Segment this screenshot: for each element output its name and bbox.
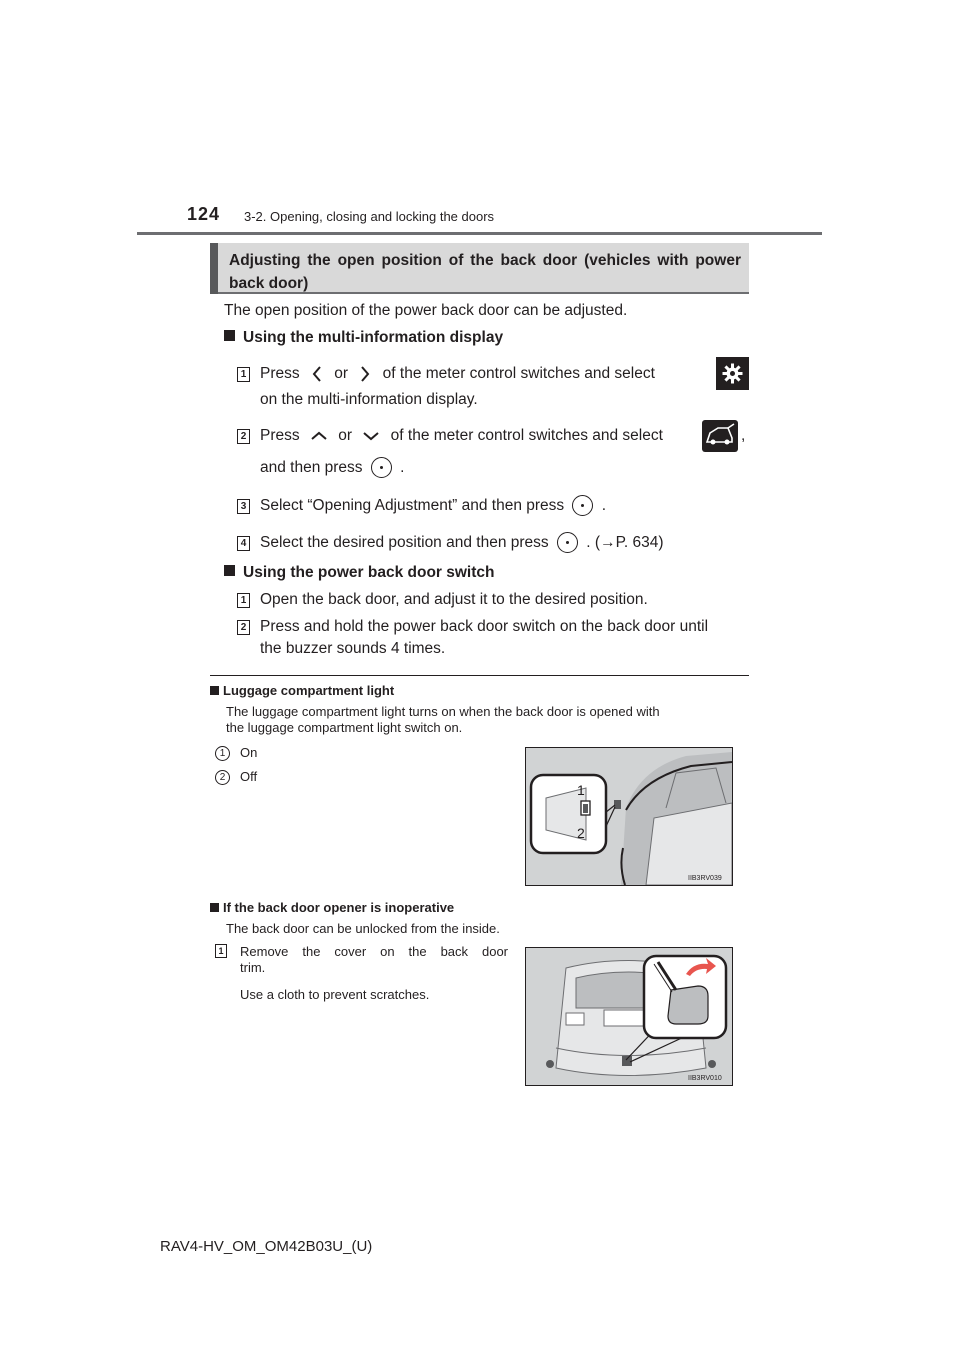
step-number: 4 (237, 536, 250, 551)
opener-step-line1: Remove the cover on the back door (240, 944, 508, 959)
step-number: 2 (237, 429, 250, 444)
step-text: of the meter control switches and select (390, 427, 663, 444)
step-2-line2 (260, 455, 404, 481)
step-1 (260, 361, 750, 387)
enter-button-icon (557, 532, 578, 553)
step-text: Select the desired position and then press (260, 534, 549, 551)
section-heading (210, 243, 749, 294)
square-bullet-icon (224, 330, 235, 341)
vehicle-settings-icon (702, 420, 738, 457)
switch-step-2-line1: Press and hold the power back door switch on the back door until (260, 618, 709, 635)
chevron-right-icon (352, 363, 378, 385)
item-off-label: Off (240, 769, 258, 784)
switch-step-2-line2: the buzzer sounds 4 times. (260, 640, 446, 657)
page-number: 124 (187, 204, 221, 224)
step-text: . (601, 497, 607, 514)
chapter-title: 3-2. Opening, closing and locking the doors (244, 209, 495, 224)
step-text: Press (260, 365, 300, 382)
step-text: . (400, 459, 405, 476)
luggage-line-2: the luggage compartment light switch on. (226, 720, 463, 735)
opener-text: The back door can be unlocked from the inside. (226, 921, 500, 936)
intro-text: The open position of the power back door can be adjusted. (224, 302, 628, 319)
luggage-compartment-illustration (526, 748, 732, 885)
step-number: 2 (237, 620, 250, 635)
circled-number: 1 (215, 746, 230, 761)
step-text: or (338, 427, 353, 444)
chevron-down-icon (356, 425, 386, 447)
subhead-text: Using the multi-information display (243, 329, 504, 346)
opener-step-line2: trim. (240, 960, 266, 975)
step-text: of the meter control switches and select (382, 365, 655, 382)
enter-button-icon (371, 457, 392, 478)
figure-id: IIB3RV039 (688, 875, 722, 882)
item-on-label: On (240, 745, 258, 760)
back-door-trim-illustration (526, 948, 732, 1085)
luggage-heading (210, 683, 394, 698)
step-text: Select “Opening Adjustment” and then press (260, 497, 565, 514)
opener-note: Use a cloth to prevent scratches. (240, 987, 430, 1002)
circled-number: 2 (215, 770, 230, 785)
opener-heading-text: If the back door opener is inoperative (223, 900, 455, 915)
subhead-text: Using the power back door switch (243, 564, 495, 581)
callout-2: 2 (577, 825, 585, 841)
step-text: and then press (260, 459, 363, 476)
enter-button-icon (572, 495, 593, 516)
step-number: 1 (215, 944, 227, 958)
section-divider (210, 675, 749, 676)
step-2-comma: , (741, 427, 746, 444)
section-heading-text: Adjusting the open position of the back door (vehicles with power back door) (229, 252, 741, 292)
figure-id: IIB3RV010 (688, 1075, 722, 1082)
step-text: . (→P. 634) (586, 534, 664, 551)
document-code: RAV4-HV_OM_OM42B03U_(U) (160, 1238, 373, 1255)
square-bullet-icon (224, 565, 235, 576)
luggage-line-1: The luggage compartment light turns on when the back door is opened with (226, 704, 660, 719)
step-1-line2: on the multi-information display. (260, 391, 478, 408)
chevron-left-icon (304, 363, 330, 385)
luggage-light-figure (525, 747, 733, 886)
step-text: or (334, 365, 349, 382)
step-4 (260, 530, 664, 556)
step-3 (260, 493, 606, 519)
gear-settings-icon (716, 357, 749, 395)
callout-1: 1 (577, 782, 585, 798)
square-bullet-icon (210, 686, 219, 695)
luggage-heading-text: Luggage compartment light (223, 683, 395, 698)
subhead-multi-info (224, 329, 503, 347)
step-number: 3 (237, 499, 250, 514)
step-number: 1 (237, 367, 250, 382)
square-bullet-icon (210, 903, 219, 912)
step-text: Press (260, 427, 300, 444)
header-rule (137, 232, 822, 235)
chevron-up-icon (304, 425, 334, 447)
back-door-trim-figure (525, 947, 733, 1086)
step-2 (260, 423, 750, 449)
heading-underline (218, 292, 749, 294)
opener-heading (210, 900, 454, 915)
switch-step-1: Open the back door, and adjust it to the desired position. (260, 591, 648, 608)
step-number: 1 (237, 593, 250, 608)
subhead-power-switch (224, 564, 494, 582)
